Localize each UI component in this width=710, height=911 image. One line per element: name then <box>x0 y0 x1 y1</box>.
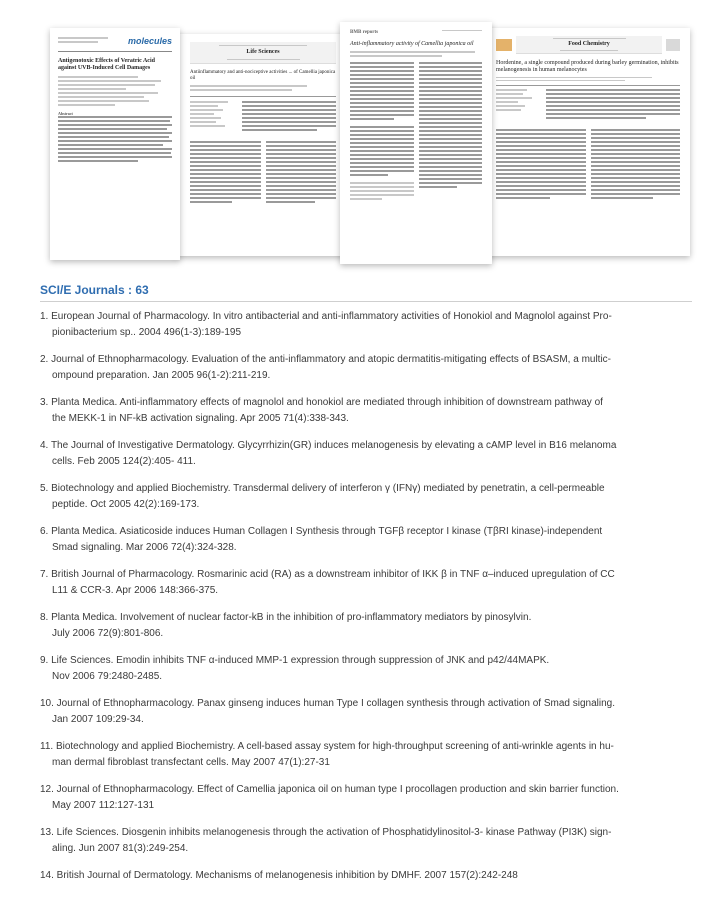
reference-item-12 <box>40 782 690 814</box>
reference-item-14 <box>40 868 690 884</box>
reference-line-2: man dermal fibroblast transfectant cells. May 2007 47(1):27-31 <box>52 757 330 768</box>
reference-line-1: 3. Planta Medica. Anti-inflammatory effects of magnolol and honokiol are mediated through inhibition of downstream pathway of <box>40 397 603 408</box>
reference-line-1: 14. British Journal of Dermatology. Mechanisms of melanogenesis inhibition by DMHF. 2007 157(2):242-248 <box>40 870 518 881</box>
paper-thumbnail-food-chemistry <box>486 28 690 256</box>
reference-item-1 <box>40 309 690 341</box>
reference-line-1: 6. Planta Medica. Asiaticoside induces Human Collagen I Synthesis through TGFβ receptor I kinase (TβRI kinase)-independent <box>40 526 603 537</box>
molecules-journal-logo: molecules <box>127 36 172 46</box>
paper-thumbnail-life-sciences <box>176 34 346 256</box>
reference-line-2: Smad signaling. Mar 2006 72(4):324-328. <box>52 542 237 553</box>
reference-line-1: 5. Biotechnology and applied Biochemistry. Transdermal delivery of interferon γ (IFNγ) mediated by penetratin, a cell-permeable <box>40 483 605 494</box>
reference-item-10 <box>40 696 690 728</box>
life-sciences-journal-name: Life Sciences <box>246 49 280 55</box>
section-heading: SCI/E Journals : 63 <box>40 283 149 297</box>
abstract-heading: Abstract <box>58 111 73 116</box>
bmb-reports-journal-name: BMB reports <box>350 30 379 35</box>
reference-line-2: May 2007 112:127-131 <box>52 800 155 811</box>
reference-item-8 <box>40 610 690 642</box>
reference-line-2: aling. Jun 2007 81(3):249-254. <box>52 843 189 854</box>
reference-line-1: 8. Planta Medica. Involvement of nuclear factor-kB in the inhibition of pro-inflammatory mediators by pinosylvin. <box>40 612 532 623</box>
reference-line-2: cells. Feb 2005 124(2):405- 411. <box>52 456 196 467</box>
paper-title: Anti-inflammatory activity of Camellia japonica oil <box>350 41 474 47</box>
paper-thumbnail-bmb-reports <box>340 22 492 264</box>
reference-item-4 <box>40 438 690 470</box>
reference-line-2: Nov 2006 79:2480-2485. <box>52 671 163 682</box>
reference-line-1: 11. Biotechnology and applied Biochemistry. A cell-based assay system for high-throughput screening of anti-wrinkle agents in hu- <box>40 741 614 752</box>
paper-title: Antigenotoxic Effects of Veratric Acid against UVB-Induced Cell Damages <box>58 58 155 71</box>
reference-line-2: the MEKK-1 in NF-kB activation signaling. Apr 2005 71(4):338-343. <box>52 413 349 424</box>
reference-item-5 <box>40 481 690 513</box>
food-chemistry-journal-name: Food Chemistry <box>568 41 610 47</box>
reference-item-9 <box>40 653 690 685</box>
reference-line-2: peptide. Oct 2005 42(2):169-173. <box>52 499 200 510</box>
reference-line-1: 2. Journal of Ethnopharmacology. Evaluation of the anti-inflammatory and atopic dermatitis-mitigating effects of BSASM, a multic- <box>40 354 612 365</box>
reference-line-1: 7. British Journal of Pharmacology. Rosmarinic acid (RA) as a downstream inhibitor of IKK β in TNF α–induced upregulation of CC <box>40 569 615 580</box>
reference-item-6 <box>40 524 690 556</box>
journal-cover-icon <box>666 39 680 51</box>
reference-line-1: 4. The Journal of Investigative Dermatology. Glycyrrhizin(GR) induces melanogenesis by elevating a cAMP level in B16 melanoma <box>40 440 617 451</box>
paper-title: Antiinflammatory and anti-nociceptive activities ... of Camellia japonica oil <box>190 70 336 81</box>
reference-line-1: 13. Life Sciences. Diosgenin inhibits melanogenesis through the activation of Phosphatidylinositol-3- kinase Pathway (PI3K) sign- <box>40 827 612 838</box>
reference-line-2: Jan 2007 109:29-34. <box>52 714 144 725</box>
reference-line-2: ompound preparation. Jan 2005 96(1-2):211-219. <box>52 370 271 381</box>
reference-line-1: 12. Journal of Ethnopharmacology. Effect of Camellia japonica oil on human type I procollagen production and skin barrier function. <box>40 784 619 795</box>
reference-item-13 <box>40 825 690 857</box>
reference-item-7 <box>40 567 690 599</box>
paper-title: Hordenine, a single compound produced during barley germination, inhibits melanogenesis in human melanocytes <box>496 60 679 73</box>
heading-divider <box>40 301 692 302</box>
reference-item-3 <box>40 395 690 427</box>
reference-line-2: pionibacterium sp.. 2004 496(1-3):189-195 <box>52 327 242 338</box>
reference-line-2: July 2006 72(9):801-806. <box>52 628 164 639</box>
publisher-logo-icon <box>496 39 512 51</box>
reference-line-1: 9. Life Sciences. Emodin inhibits TNF α-induced MMP-1 expression through suppression of JNK and p42/44MAPK. <box>40 655 550 666</box>
reference-line-2: L11 & CCR-3. Apr 2006 148:366-375. <box>52 585 219 596</box>
journal-papers-collage <box>50 22 690 266</box>
reference-item-11 <box>40 739 690 771</box>
reference-item-2 <box>40 352 690 384</box>
paper-thumbnail-molecules <box>50 28 180 260</box>
reference-line-1: 10. Journal of Ethnopharmacology. Panax ginseng induces human Type I collagen synthesis through activation of Smad signaling. <box>40 698 615 709</box>
reference-line-1: 1. European Journal of Pharmacology. In vitro antibacterial and anti-inflammatory activities of Honokiol and Magnolol against Pro- <box>40 311 612 322</box>
